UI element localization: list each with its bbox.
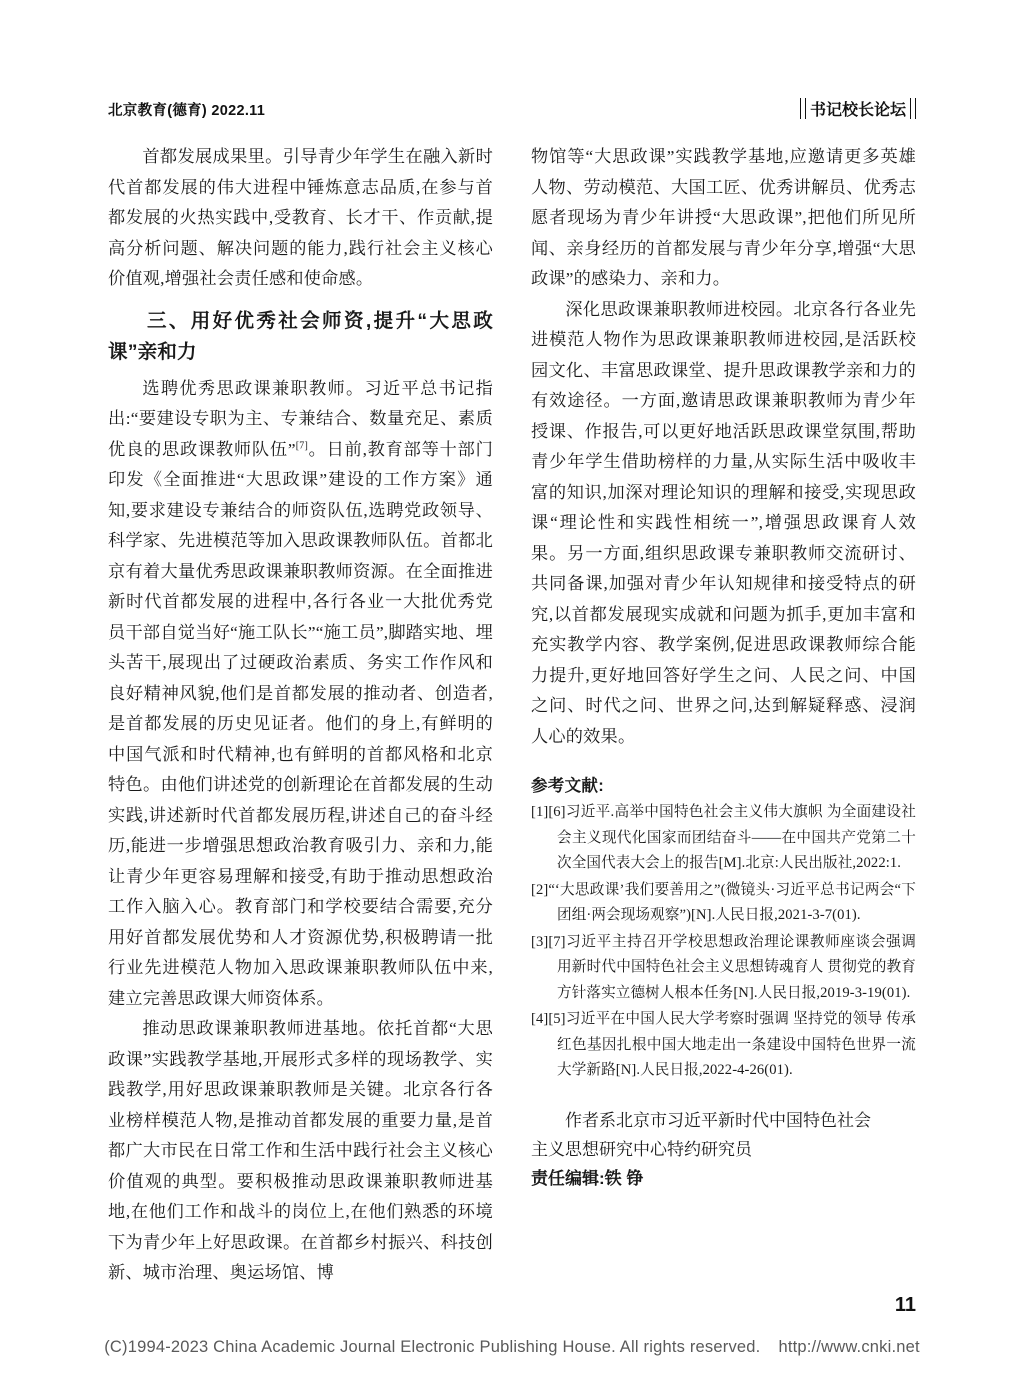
cnki-url: http://www.cnki.net [778, 1338, 920, 1356]
author-affiliation-line-2: 主义思想研究中心特约研究员 [531, 1139, 752, 1159]
reference-item: [1][6]习近平.高举中国特色社会主义伟大旗帜 为全面建设社会主义现代化国家而团结奋斗——在中国共产党第二十次全国代表大会上的报告[M].北京:人民出版社,2022:1. [531, 804, 916, 871]
page-number: 11 [894, 1294, 916, 1316]
paragraph: 首都发展成果里。引导青少年学生在融入新时代首都发展的伟大进程中锤炼意志品质,在参与首都发展的火热实践中,受教育、长才干、作贡献,提高分析问题、解决问题的能力,践行社会主义核心价值观,增强社会责任感和使命感。 [108, 147, 493, 288]
reference-item: [3][7]习近平主持召开学校思想政治理论课教师座谈会强调 用新时代中国特色社会主义思想铸魂育人 贯彻党的教育方针落实立德树人根本任务[N].人民日报,2019-3-19(01). [531, 933, 916, 1001]
responsible-editor: 责任编辑:铁 铮 [531, 1168, 644, 1188]
paragraph: 推动思政课兼职教师进基地。依托首都“大思政课”实践教学基地,开展形式多样的现场教学、实践教学,用好思政课兼职教师是关键。北京各行各业榜样模范人物,是推动首都发展的重要力量,是首都广大市民在日常工作和生活中践行社会主义核心价值观的典型。要积极推动思政课兼职教师进基地,在他们工作和战斗的岗位上,在他们熟悉的环境下为青少年上好思政课。在首都乡村振兴、科技创新、城市治理、奥运场馆、博 [108, 1019, 493, 1282]
author-affiliation-block [531, 1106, 916, 1193]
section-title: 书记校长论坛 [800, 97, 916, 120]
references-list [531, 800, 916, 1084]
author-affiliation-line-1: 作者系北京市习近平新时代中国特色社会 [565, 1110, 871, 1130]
reference-marker: [7] [295, 439, 308, 451]
paragraph-text-part-2: 。日前,教育部等十部门印发《全面推进“大思政课”建设的工作方案》通知,要求建设专兼结合的师资队伍,选聘党政领导、科学家、先进模范等加入思政课教师队伍。首都北京有着大量优秀思政课兼职教师资源。在全面推进新时代首都发展的进程中,各行各业一大批优秀党员干部自觉当好“施工队长”“施工员”,脚踏实地、埋头苦干,展现出了过硬政治素质、务实工作作风和良好精神风貌,他们是首都发展的推动者、创造者,是首都发展的历史见证者。他们的身上,有鲜明的中国气派和时代精神,也有鲜明的首都风格和北京特色。由他们讲述党的创新理论在首都发展的生动实践,讲述新时代首都发展历程,讲述自己的奋斗经历,能进一步增强思想政治教育吸引力、亲和力,能让青少年更容易理解和接受,有助于推动思想政治工作入脑入心。教育部门和学校要结合需要,充分用好首都发展优势和人才资源优势,积极聘请一批行业先进模范人物加入思政课兼职教师队伍中来,建立完善思政课大师资体系。 [108, 439, 493, 1008]
paragraph: 物馆等“大思政课”实践教学基地,应邀请更多英雄人物、劳动模范、大国工匠、优秀讲解员、优秀志愿者现场为青少年讲授“大思政课”,把他们所见所闻、亲身经历的首都发展与青少年分享,增强“大思政课”的感染力、亲和力。 [531, 147, 916, 288]
copyright-footer [0, 1338, 1024, 1357]
paragraph [108, 374, 493, 1015]
reference-item: [2]“‘大思政课’我们要善用之”(微镜头·习近平总书记两会“下团组·两会现场观察”)[N].人民日报,2021-3-7(01). [531, 881, 916, 923]
reference-item: [4][5]习近平在中国人民大学考察时强调 坚持党的领导 传承红色基因扎根中国大地走出一条建设中国特色世界一流大学新路[N].人民日报,2022-4-26(01). [531, 1011, 916, 1078]
paragraph: 深化思政课兼职教师进校园。北京各行各业先进模范人物作为思政课兼职教师进校园,是活跃校园文化、丰富思政课堂、提升思政课教学亲和力的有效途径。一方面,邀请思政课兼职教师为青少年授课、作报告,可以更好地活跃思政课堂氛围,帮助青少年学生借助榜样的力量,从实际生活中吸收丰富的知识,加深对理论知识的理解和接受,实现思政课“理论性和实践性相统一”,增强思政课育人效果。另一方面,组织思政课专兼职教师交流研讨、共同备课,加强对青少年认知规律和接受特点的研究,以首都发展现实成就和问题为抓手,更加丰富和充实教学内容、教学案例,促进思政课教师综合能力提升,更好地回答好学生之问、人民之问、中国之问、时代之问、世界之问,达到解疑释惑、浸润人心的效果。 [531, 299, 916, 746]
copyright-text: (C)1994-2023 China Academic Journal Electronic Publishing House. All rights reserved. [104, 1338, 761, 1356]
paragraph-text-part-1: 选聘优秀思政课兼职教师。习近平总书记指出:“要建设专职为主、专兼结合、数量充足、素质优良的思政课教师队伍” [108, 378, 493, 459]
left-column [108, 142, 493, 1289]
references-heading: 参考文献: [531, 777, 604, 795]
article-body [108, 142, 916, 1289]
journal-title-issue: 北京教育(德育) 2022.11 [108, 103, 266, 119]
right-column [531, 142, 916, 1289]
section-heading: 三、用好优秀社会师资,提升“大思政课”亲和力 [108, 309, 493, 363]
running-head [108, 96, 916, 120]
